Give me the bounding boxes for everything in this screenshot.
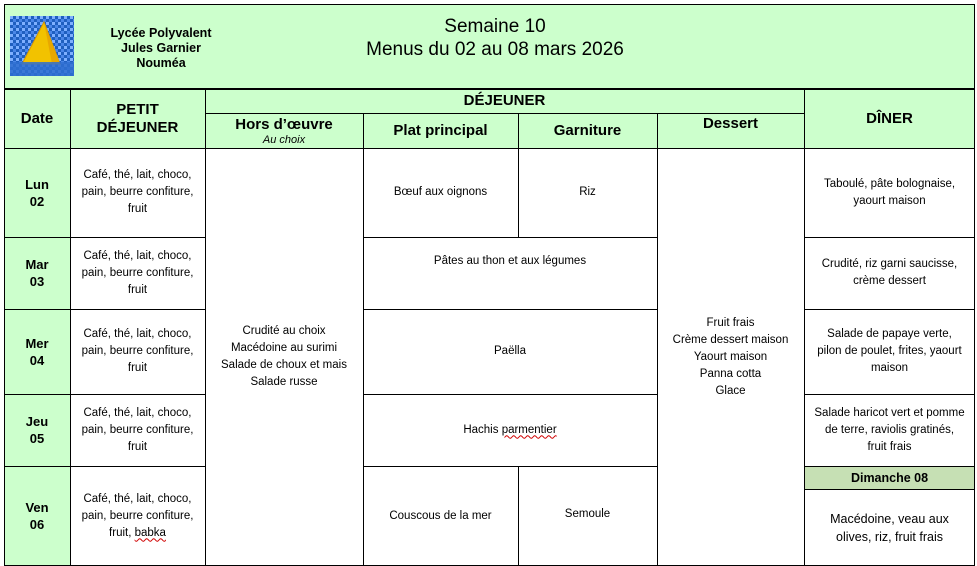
dinner-header — [804, 89, 975, 148]
breakfast-line: Café, thé, lait, choco, — [83, 492, 192, 505]
breakfast-line: pain, beurre confiture, — [81, 423, 194, 436]
hors-oeuvre-label: Hors d’œuvre — [235, 115, 333, 133]
dinner-line: pilon de poulet, frites, yaourt — [817, 345, 962, 357]
side-dish-header — [518, 113, 657, 148]
dessert-item: Fruit frais — [706, 316, 755, 329]
breakfast-wednesday — [70, 309, 205, 394]
date-header — [4, 89, 70, 148]
week-title: Semaine 10 — [444, 16, 546, 37]
day-number: 02 — [29, 193, 45, 209]
main-dish-text: Paëlla — [494, 345, 526, 357]
hors-oeuvre-header — [205, 113, 363, 148]
dinner-line: Salade de papaye verte, — [827, 328, 952, 340]
dinner-line: Salade haricot vert et pomme — [814, 406, 965, 419]
main-dish-text — [463, 422, 556, 439]
breakfast-line: fruit — [127, 203, 148, 215]
breakfast-line: pain, beurre confiture, — [81, 509, 194, 522]
breakfast-line: pain, beurre confiture, — [81, 266, 194, 279]
main-dish-part: Hachis — [463, 423, 502, 436]
school-logo — [10, 16, 74, 76]
dessert-cell — [657, 148, 804, 566]
lunch-header-label: DÉJEUNER — [463, 92, 546, 109]
dinner-tuesday — [804, 237, 975, 309]
breakfast-line: fruit — [127, 440, 148, 453]
breakfast-line: pain, beurre confiture, — [81, 345, 194, 357]
breakfast-fruit: fruit, — [109, 526, 135, 539]
dinner-line: fruit frais — [867, 440, 912, 453]
menus-title: Menus du 02 au 08 mars 2026 — [366, 39, 624, 60]
breakfast-babka: babka — [134, 526, 166, 539]
breakfast-line: Café, thé, lait, choco, — [83, 249, 192, 262]
page-title — [300, 13, 690, 63]
dinner-wednesday — [804, 309, 975, 394]
day-number: 04 — [29, 352, 45, 368]
sunday-label-text: Dimanche 08 — [850, 470, 929, 485]
dinner-label: DÎNER — [866, 109, 913, 127]
hors-oeuvre-item: Crudité au choix — [242, 325, 326, 337]
main-dish-friday — [363, 466, 518, 566]
dessert-item: Yaourt maison — [693, 350, 768, 363]
day-number: 05 — [29, 431, 45, 446]
breakfast-tuesday — [70, 237, 205, 309]
day-number: 03 — [29, 274, 45, 289]
dinner-thursday — [804, 394, 975, 466]
main-dish-monday — [363, 148, 518, 237]
side-dish-text: Semoule — [564, 507, 611, 520]
day-monday — [4, 148, 70, 237]
school-line-2: Jules Garnier — [121, 40, 201, 55]
day-number: 06 — [29, 517, 45, 532]
main-dish-text: Pâtes au thon et aux légumes — [433, 254, 587, 267]
day-tuesday — [4, 237, 70, 309]
main-dish-header — [363, 113, 518, 148]
side-dish-monday — [518, 148, 657, 237]
day-name: Lun — [25, 176, 49, 192]
dinner-line: yaourt maison — [853, 194, 926, 207]
day-thursday — [4, 394, 70, 466]
day-name: Ven — [25, 500, 49, 515]
breakfast-header-line-2: DÉJEUNER — [96, 118, 179, 136]
dinner-line: Crudité, riz garni saucisse, — [821, 258, 958, 270]
dinner-line: crème dessert — [853, 275, 926, 287]
main-dish-text: Bœuf aux oignons — [393, 186, 488, 198]
breakfast-thursday — [70, 394, 205, 466]
dinner-sunday — [804, 489, 975, 566]
school-name — [86, 22, 236, 74]
dessert-item: Crème dessert maison — [672, 333, 789, 346]
au-choix-label: Au choix — [262, 133, 306, 146]
day-name: Jeu — [25, 414, 49, 429]
dessert-label: Dessert — [702, 115, 759, 132]
breakfast-header-line-1: PETIT — [116, 100, 159, 118]
breakfast-line: Café, thé, lait, choco, — [83, 328, 192, 340]
breakfast-monday — [70, 148, 205, 237]
side-dish-label: Garniture — [553, 121, 622, 139]
main-dish-thursday — [363, 394, 657, 466]
dinner-line: maison — [870, 362, 909, 374]
school-line-1: Lycée Polyvalent — [110, 25, 212, 40]
dessert-item: Panna cotta — [699, 367, 762, 380]
breakfast-header — [70, 89, 205, 148]
dinner-monday — [804, 148, 975, 237]
breakfast-line — [109, 525, 166, 542]
day-name: Mer — [25, 335, 49, 351]
day-wednesday — [4, 309, 70, 394]
hors-oeuvre-cell — [205, 148, 363, 566]
day-name: Mar — [25, 257, 49, 272]
day-friday — [4, 466, 70, 566]
breakfast-line: Café, thé, lait, choco, — [83, 169, 192, 181]
main-dish-label: Plat principal — [393, 121, 488, 139]
dessert-header — [657, 113, 804, 135]
hors-oeuvre-item: Macédoine au surimi — [230, 342, 338, 354]
main-dish-wednesday — [363, 309, 657, 394]
lunch-header — [205, 89, 804, 113]
school-line-3: Nouméa — [136, 55, 186, 70]
breakfast-line: fruit — [127, 362, 148, 374]
hors-oeuvre-item: Salade russe — [250, 376, 318, 388]
breakfast-line: Café, thé, lait, choco, — [83, 406, 192, 419]
dinner-line: Macédoine, veau aux — [830, 511, 949, 526]
triangle-sail-logo-icon — [10, 16, 74, 76]
side-dish-friday — [518, 466, 657, 562]
dinner-line: olives, riz, fruit frais — [836, 529, 943, 544]
dessert-item: Glace — [715, 384, 746, 397]
breakfast-friday — [70, 466, 205, 566]
main-dish-part: parmentier — [501, 423, 557, 436]
hors-oeuvre-item: Salade de choux et mais — [221, 359, 347, 371]
dinner-line: de terre, raviolis gratinés, — [824, 423, 955, 436]
breakfast-line: pain, beurre confiture, — [81, 186, 194, 198]
breakfast-line: fruit — [127, 283, 148, 296]
main-dish-text: Couscous de la mer — [389, 509, 492, 522]
dinner-line: Taboulé, pâte bolognaise, — [823, 177, 956, 190]
sunday-label — [804, 466, 975, 489]
main-dish-tuesday — [363, 237, 657, 285]
date-header-label: Date — [20, 109, 54, 127]
side-dish-text: Riz — [579, 186, 596, 198]
